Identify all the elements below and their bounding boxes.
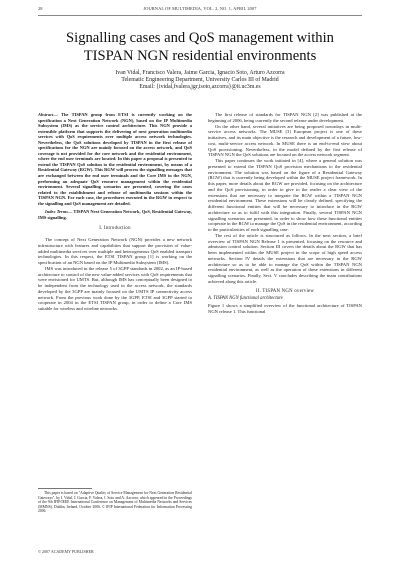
body-paragraph: The first release of standards for TISPAN NGN [2] was published at the beginning of 2006, being currently the second release under development.	[208, 112, 362, 123]
author-block	[38, 70, 362, 92]
page-number: 28	[38, 6, 43, 11]
abstract-text: The TISPAN group from ETSI is currently working on the specification a Next Generation Network (NGN), based on the IP Multimedia Subsystem (IMS) as the service control architecture. This NGN provide a extensible platform that supports the delivering of next generation multimedia services with QoS requirements over multiple access network technologies. Nevertheless, the QoS solutions developed by TISPAN in the first release of specifications for the NGN are mainly focused on the access network, and QoS coverage is not provided for the core network and the residential environment, where the end user terminals are located. In this paper a proposal is presented to extend the TISPAN QoS solution to the residential environment, by means of a Residential Gateway (RGW). This RGW will process the signalling messages that are exchanged between the end user terminals and the Core IMS in the NGN, performing an adequate QoS resource management within the residential environment. Several signalling scenarios are presented, covering the cases related to the establishment and release of multimedia sessions within the TISPAN NGN. For each case, the procedures executed in the RGW in respect to the signalling and QoS management are detailed.	[38, 112, 192, 206]
footnote-rule	[38, 488, 92, 489]
body-paragraph: On the other hand, several initiatives are being proposed nowadays in multi-service access networks. The MUSE [3] European project is one of these initiatives, and its main objective is the research and development of a future, low-cost, multi-service access network. In MUSE there is an end-to-end view about QoS provisioning. Nevertheless, in the model defined by the first release of TISPAN NGN the QoS solutions are focused on the access network segment.	[208, 123, 362, 158]
introduction-body	[38, 237, 192, 312]
author-email: Email: {ividal,fvalera,jgr,isoto,azcorra}@it.uc3m.es	[139, 84, 261, 91]
body-paragraph: Figure 1 shows a simplified overview of the functional architecture of TISPAN NGN release 1. This functional	[208, 303, 362, 314]
footnote: This paper is based on "Adaptive Quality of Service Management for Next Generation Residential Gateways", by I. Vidal, J. Garcia, F. Valera, I. Soto and A. Azcorra, which appeared in the Proceedings of the 9th IFIP/IEEE International Conference on Management of Multimedia Networks and Services (MMNS), Dublin, Ireland, October 2006. © IFIP International Federation for Information Processing 2006	[38, 491, 192, 514]
right-column-body	[208, 112, 362, 285]
section-2a-body	[208, 303, 362, 315]
right-column	[208, 112, 362, 315]
title-line-1: Signalling cases and QoS management within	[66, 30, 334, 46]
index-terms-label: Index Terms—	[45, 209, 73, 215]
title-line-2: TISPAN NGN residential environments	[83, 47, 317, 64]
body-paragraph: IMS was introduced in the release 5 of 3GPP standards in 2002, as an IP-based architecture to control of the new value-added services with QoS requirements that were envisioned for UMTS. But, although IMS has conceptually been designed to be independent from the technology used in the access network, the standards developed by the 3GPP are mainly focused on the UMTS IP connectivity access network. From the previous work done by the 3GPP, ETSI and 3GPP started to cooperate in 2004 in the ETSI TISPAN group, in order to define a Core IMS suitable for wireless and wireline networks.	[38, 265, 192, 312]
author-names: Ivan Vidal, Francisco Valera, Jaime Garcia, Ignacio Soto, Arturo Azcorra	[115, 70, 285, 76]
running-head	[38, 4, 362, 14]
author-affiliation: Telematic Engineering Department, University Carlos III of Madrid	[121, 77, 279, 84]
section-heading-tispan-overview: II. TISPAN NGN overview	[255, 288, 315, 294]
journal-name: JOURNAL OF MULTIMEDIA, VOL. 2, NO. 1, APRIL 2007	[143, 6, 257, 11]
paper-title	[38, 30, 362, 65]
left-column	[38, 112, 192, 312]
section-heading-introduction: I. Introduction	[99, 226, 131, 232]
copyright-notice: © 2007 ACADEMY PUBLISHER	[38, 549, 94, 554]
header-rule	[38, 15, 362, 16]
body-paragraph: The rest of the article is structured as follows. In the next section, a brief overview of TISPAN NGN Release 1 is presented, focusing on the resource and admission control solution. Section III covers the details about the RGW that has been implemented within the MUSE project in the scope of high speed access networks. Section IV details the extensions that are necessary in the RGW architecture so as to be able to manage the QoS within the TISPAN NGN residential environment, as well as the operation of these extensions in different signalling scenarios. Finally, Sect. V concludes describing the main contributions achieved along this article.	[208, 232, 362, 284]
abstract-label: Abstract—	[38, 112, 58, 117]
body-paragraph: The concept of Next Generation Network (NGN) provides a new network infrastructure with features and capabilities that support the provision of value-added multimedia services over multiple and heterogeneous QoS enabled transport technologies. In this respect, the ETSI TISPAN group [1] is working on the specification of an NGN based on the IP Multimedia Subsystem (IMS).	[38, 237, 192, 266]
subsection-heading-functional-architecture: A. TISPAN NGN functional architecture	[208, 296, 283, 302]
body-paragraph: This paper continues the work initiated in [4], where a general solution was presented to extend the TISPAN QoS provision mechanisms to the residential environment. The solution was based on the figure of a Residential Gateway (RGW) that is currently being developed within the MUSE project framework. In this paper, more details about the RGW are provided, focusing on the architecture and the QoS provisioning, in order to give to the reader a clear view of the extensions that are necessary to integrate the RGW within a TISPAN NGN residential environment. These extensions will be clearly defined, specifying the different functional entities that will be necessary to introduce in the RGW architecture so as to fulfil with this integration. Finally, several TISPAN NGN signalling scenarios are presented, in order to show how these functional entities cooperate in the RGW to manage the QoS in the residential environment, according to the particularities of each signalling case.	[208, 158, 362, 232]
index-terms	[38, 209, 192, 220]
abstract	[38, 112, 192, 206]
index-terms-text: TISPAN Next Generation Network, QoS, Residential Gateway, IMS signalling.	[38, 209, 192, 220]
